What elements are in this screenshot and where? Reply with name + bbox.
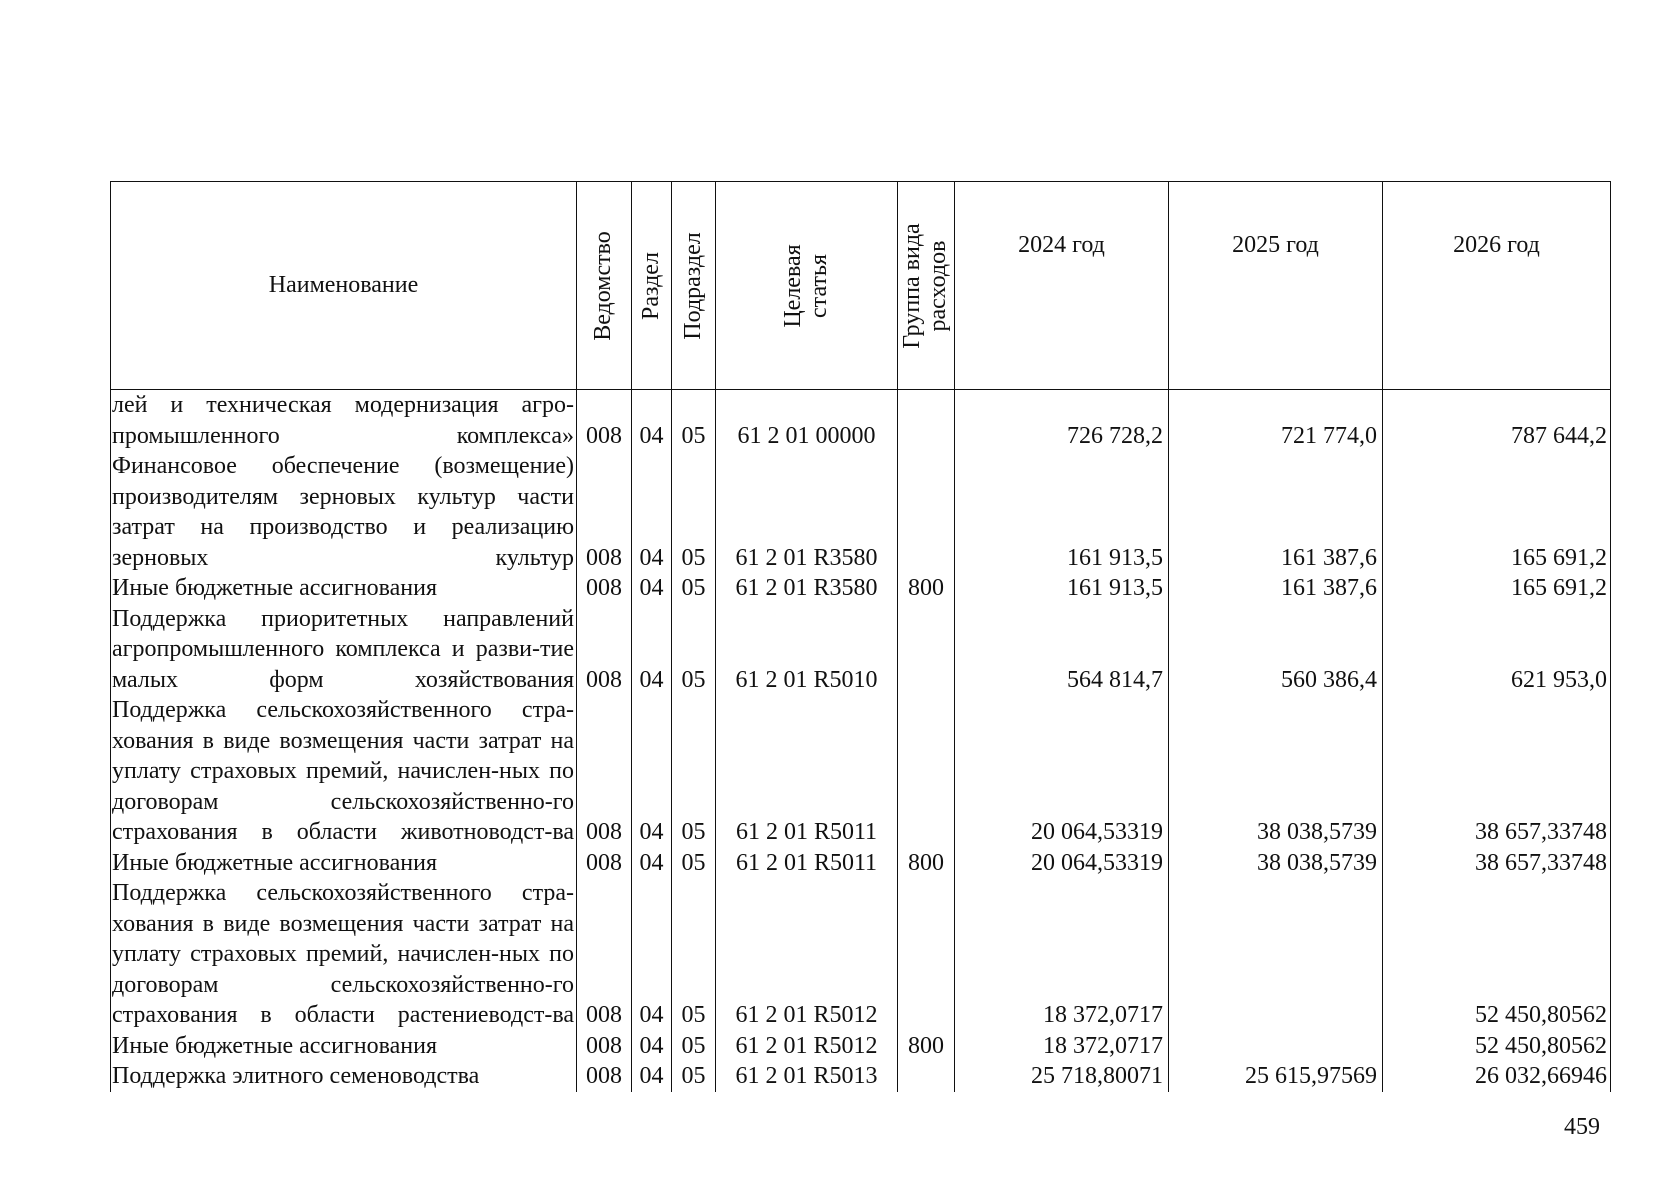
row-razdel: 04 — [632, 1031, 672, 1062]
row-vedomstvo: 008 — [577, 390, 632, 452]
row-value-2025: 38 038,5739 — [1169, 848, 1383, 879]
row-tselevaya-statya: 61 2 01 R5012 — [716, 1031, 898, 1062]
row-tselevaya-statya: 61 2 01 R3580 — [716, 451, 898, 573]
row-gruppa — [898, 390, 955, 452]
row-gruppa — [898, 1061, 955, 1092]
row-vedomstvo: 008 — [577, 878, 632, 1031]
table-row — [111, 604, 1611, 696]
row-value-2026: 26 032,66946 — [1383, 1061, 1611, 1092]
row-value-2024: 161 913,5 — [955, 573, 1169, 604]
row-razdel: 04 — [632, 573, 672, 604]
row-razdel: 04 — [632, 695, 672, 848]
row-podrazdel: 05 — [672, 848, 716, 879]
row-vedomstvo: 008 — [577, 1031, 632, 1062]
row-tselevaya-statya: 61 2 01 R3580 — [716, 573, 898, 604]
row-podrazdel: 05 — [672, 695, 716, 848]
row-tselevaya-statya: 61 2 01 00000 — [716, 390, 898, 452]
row-value-2024: 20 064,53319 — [955, 695, 1169, 848]
row-value-2025: 25 615,97569 — [1169, 1061, 1383, 1092]
row-podrazdel: 05 — [672, 390, 716, 452]
row-tselevaya-statya: 61 2 01 R5013 — [716, 1061, 898, 1092]
row-name: Поддержка сельскохозяйственного стра-хования в виде возмещения части затрат на уплату страховых премий, начислен-ных по договорам сельскохозяйственно-го страхования в области животноводст-ва — [111, 695, 577, 848]
row-name: Финансовое обеспечение (возмещение) производителям зерновых культур части затрат на производство и реализацию зерновых культур — [111, 451, 577, 573]
header-2024: 2024 год — [955, 182, 1169, 390]
row-vedomstvo: 008 — [577, 848, 632, 879]
row-tselevaya-statya: 61 2 01 R5012 — [716, 878, 898, 1031]
row-value-2026: 52 450,80562 — [1383, 878, 1611, 1031]
row-vedomstvo: 008 — [577, 573, 632, 604]
row-value-2024: 20 064,53319 — [955, 848, 1169, 879]
row-value-2024: 18 372,0717 — [955, 1031, 1169, 1062]
header-gruppa-vida-rashodov — [898, 182, 955, 390]
header-tselevaya-statya — [716, 182, 898, 390]
header-gruppa-text: Группа вида расходов — [899, 222, 951, 349]
header-name: Наименование — [111, 182, 577, 390]
row-razdel: 04 — [632, 390, 672, 452]
row-podrazdel: 05 — [672, 573, 716, 604]
row-tselevaya-statya: 61 2 01 R5010 — [716, 604, 898, 696]
row-name: Иные бюджетные ассигнования — [111, 1031, 577, 1062]
row-value-2024: 564 814,7 — [955, 604, 1169, 696]
page-number: 459 — [1564, 1114, 1600, 1140]
row-value-2025: 161 387,6 — [1169, 573, 1383, 604]
row-value-2026: 787 644,2 — [1383, 390, 1611, 452]
table-row — [111, 1031, 1611, 1062]
row-gruppa — [898, 604, 955, 696]
row-vedomstvo: 008 — [577, 695, 632, 848]
row-tselevaya-statya: 61 2 01 R5011 — [716, 695, 898, 848]
row-value-2025: 161 387,6 — [1169, 451, 1383, 573]
table-body — [111, 390, 1611, 1092]
table-row — [111, 848, 1611, 879]
table-row — [111, 390, 1611, 452]
row-vedomstvo: 008 — [577, 451, 632, 573]
header-tselevaya-text: Целевая статья — [779, 243, 832, 328]
table-row — [111, 878, 1611, 1031]
row-name: Поддержка элитного семеноводства — [111, 1061, 577, 1092]
row-value-2026: 38 657,33748 — [1383, 848, 1611, 879]
row-name: Поддержка приоритетных направлений агропромышленного комплекса и разви-тие малых форм хозяйствования — [111, 604, 577, 696]
row-value-2026: 165 691,2 — [1383, 451, 1611, 573]
row-name: Иные бюджетные ассигнования — [111, 848, 577, 879]
row-razdel: 04 — [632, 1061, 672, 1092]
row-value-2024: 726 728,2 — [955, 390, 1169, 452]
table-row — [111, 1061, 1611, 1092]
row-value-2026: 38 657,33748 — [1383, 695, 1611, 848]
row-value-2025: 560 386,4 — [1169, 604, 1383, 696]
row-podrazdel: 05 — [672, 451, 716, 573]
row-podrazdel: 05 — [672, 1061, 716, 1092]
row-gruppa: 800 — [898, 1031, 955, 1062]
table-header — [111, 182, 1611, 390]
row-podrazdel: 05 — [672, 604, 716, 696]
row-value-2025: 721 774,0 — [1169, 390, 1383, 452]
row-name: лей и техническая модернизация агро-промышленного комплекса» — [111, 390, 577, 452]
header-podrazdel: Подраздел — [672, 182, 716, 390]
row-gruppa — [898, 695, 955, 848]
row-gruppa — [898, 451, 955, 573]
row-value-2025: 38 038,5739 — [1169, 695, 1383, 848]
row-podrazdel: 05 — [672, 878, 716, 1031]
budget-table-page — [110, 181, 1610, 1092]
row-razdel: 04 — [632, 451, 672, 573]
row-value-2024: 161 913,5 — [955, 451, 1169, 573]
row-gruppa — [898, 878, 955, 1031]
table-row — [111, 695, 1611, 848]
row-tselevaya-statya: 61 2 01 R5011 — [716, 848, 898, 879]
header-razdel: Раздел — [632, 182, 672, 390]
row-vedomstvo: 008 — [577, 604, 632, 696]
row-value-2024: 18 372,0717 — [955, 878, 1169, 1031]
row-value-2024: 25 718,80071 — [955, 1061, 1169, 1092]
row-podrazdel: 05 — [672, 1031, 716, 1062]
row-value-2025 — [1169, 878, 1383, 1031]
row-value-2026: 165 691,2 — [1383, 573, 1611, 604]
row-name: Поддержка сельскохозяйственного стра-хования в виде возмещения части затрат на уплату страховых премий, начислен-ных по договорам сельскохозяйственно-го страхования в области растениеводст-ва — [111, 878, 577, 1031]
row-value-2026: 52 450,80562 — [1383, 1031, 1611, 1062]
header-2025: 2025 год — [1169, 182, 1383, 390]
row-value-2025 — [1169, 1031, 1383, 1062]
table-row — [111, 451, 1611, 573]
row-gruppa: 800 — [898, 573, 955, 604]
row-razdel: 04 — [632, 604, 672, 696]
row-gruppa: 800 — [898, 848, 955, 879]
row-vedomstvo: 008 — [577, 1061, 632, 1092]
row-name: Иные бюджетные ассигнования — [111, 573, 577, 604]
row-value-2026: 621 953,0 — [1383, 604, 1611, 696]
header-2026: 2026 год — [1383, 182, 1611, 390]
table-row — [111, 573, 1611, 604]
row-razdel: 04 — [632, 878, 672, 1031]
row-razdel: 04 — [632, 848, 672, 879]
budget-table — [110, 181, 1611, 1092]
header-vedomstvo: Ведомство — [577, 182, 632, 390]
